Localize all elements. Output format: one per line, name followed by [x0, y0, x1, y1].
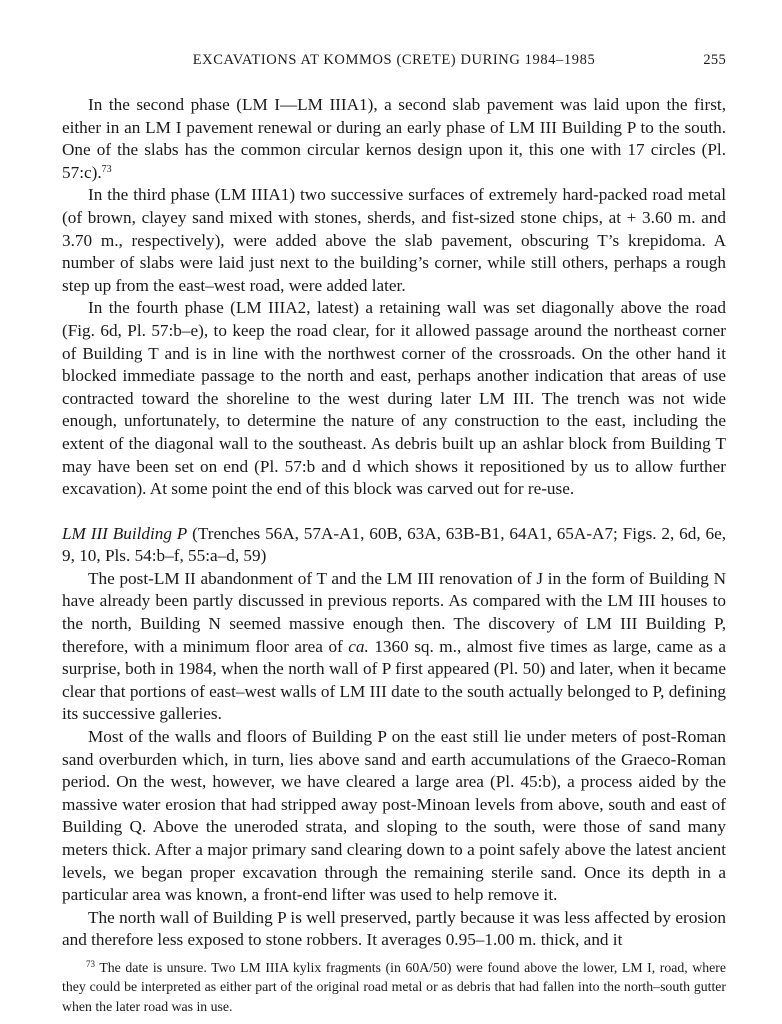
page: [62, 52, 726, 1016]
paragraph-text: Most of the walls and floors of Building P on the east still lie under meters of post-Roman sand overburden which, in turn, lies above sand and earth accumulations of the Graeco-Roman period. On the west, however, we have cleared a large area (Pl. 45:b), a process aided by the massive water erosion that had stripped away post-Minoan levels from above, south and east of Building Q. Above the uneroded strata, and sloping to the south, were those of sand many meters thick. After a major primary sand clearing down to a point safely above the latest ancient levels, we began proper excavation through the remaining sterile sand. Once its depth in a particular area was known, a front-end lifter was used to help remove it.: [62, 727, 726, 905]
section-references: (Trenches 56A, 57A-A1, 60B, 63A, 63B-B1, 64A1, 65A-A7; Figs. 2, 6d, 6e, 9, 10, Pls. 54:b–f, 55:a–d, 59): [62, 523, 726, 566]
paragraph-building-n: [62, 568, 726, 726]
paragraph-text: In the fourth phase (LM IIIA2, latest) a retaining wall was set diagonally above the road (Fig. 6d, Pl. 57:b–e), to keep the road clear, for it allowed passage around the northeast corner of Building T and is in line with the northwest corner of the crossroads. On the other hand it blocked immediate passage to the north and east, perhaps another indication that areas of use contracted toward the shoreline to the west during later LM III. The trench was not wide enough, unfortunately, to determine the nature of any construction to the east, including the extent of the diagonal wall to the southeast. As debris built up an ashlar block from Building T may have been set on end (Pl. 57:b and d which shows it repositioned by us to allow further excavation). At some point the end of this block was carved out for re-use.: [62, 298, 726, 499]
paragraph-second-phase: [62, 94, 726, 184]
running-title: EXCAVATIONS AT KOMMOS (CRETE) DURING 1984–1985: [192, 52, 596, 68]
section-heading: [62, 523, 726, 568]
running-header: [62, 52, 726, 74]
page-number: 255: [703, 52, 726, 68]
paragraph-text: In the second phase (LM I—LM IIIA1), a second slab pavement was laid upon the first, either in an LM I pavement renewal or during an early phase of LM III Building P to the south. One of the slabs has the common circular kernos design upon it, this one with 17 circles (Pl. 57:c).: [62, 95, 726, 182]
footnote-number: 73: [86, 958, 95, 969]
paragraph-text: The post-LM II abandonment of T and the LM III renovation of J in the form of Building N have already been partly discussed in previous reports. As compared with the LM III houses to the north, Building N seemed massive enough then. The discovery of LM III Building P, therefore, with a minimum floor area of: [62, 568, 726, 656]
paragraph-fourth-phase: [62, 297, 726, 500]
paragraph-third-phase: [62, 184, 726, 297]
paragraph-north-wall: [62, 907, 726, 952]
paragraph-text: 1360 sq. m., almost five times as large, came as a surprise, both in 1984, when the north wall of P first appeared (Pl. 50) and later, when it became clear that portions of east–west walls of LM III date to the south actually belonged to P, defining its successive galleries.: [62, 636, 727, 724]
body-text: [62, 94, 726, 952]
footnote-ref[interactable]: 73: [101, 163, 112, 175]
footnote-text: The date is unsure. Two LM IIIA kylix fragments (in 60A/50) were found above the lower, LM I, road, where they could be interpreted as either part of the original road metal or as debris that had fallen into the north–south gutter when the later road was in use.: [62, 959, 726, 1014]
paragraph-text: The north wall of Building P is well preserved, partly because it was less affected by erosion and therefore less exposed to stone robbers. It averages 0.95–1.00 m. thick, and it: [62, 907, 726, 950]
paragraph-text: In the third phase (LM IIIA1) two successive surfaces of extremely hard-packed road metal (of brown, clayey sand mixed with stones, sherds, and fist-sized stone chips, at + 3.60 m. and 3.70 m., respectively), were added above the slab pavement, obscuring T’s krepidoma. A number of slabs were laid just next to the building’s corner, while still others, perhaps a rough step up from the east–west road, were added later.: [62, 185, 726, 295]
paragraph-walls-floors: [62, 726, 726, 907]
footnote: [62, 958, 726, 1017]
section-title: LM III Building P: [62, 523, 188, 543]
abbreviation-circa: ca.: [348, 636, 369, 656]
